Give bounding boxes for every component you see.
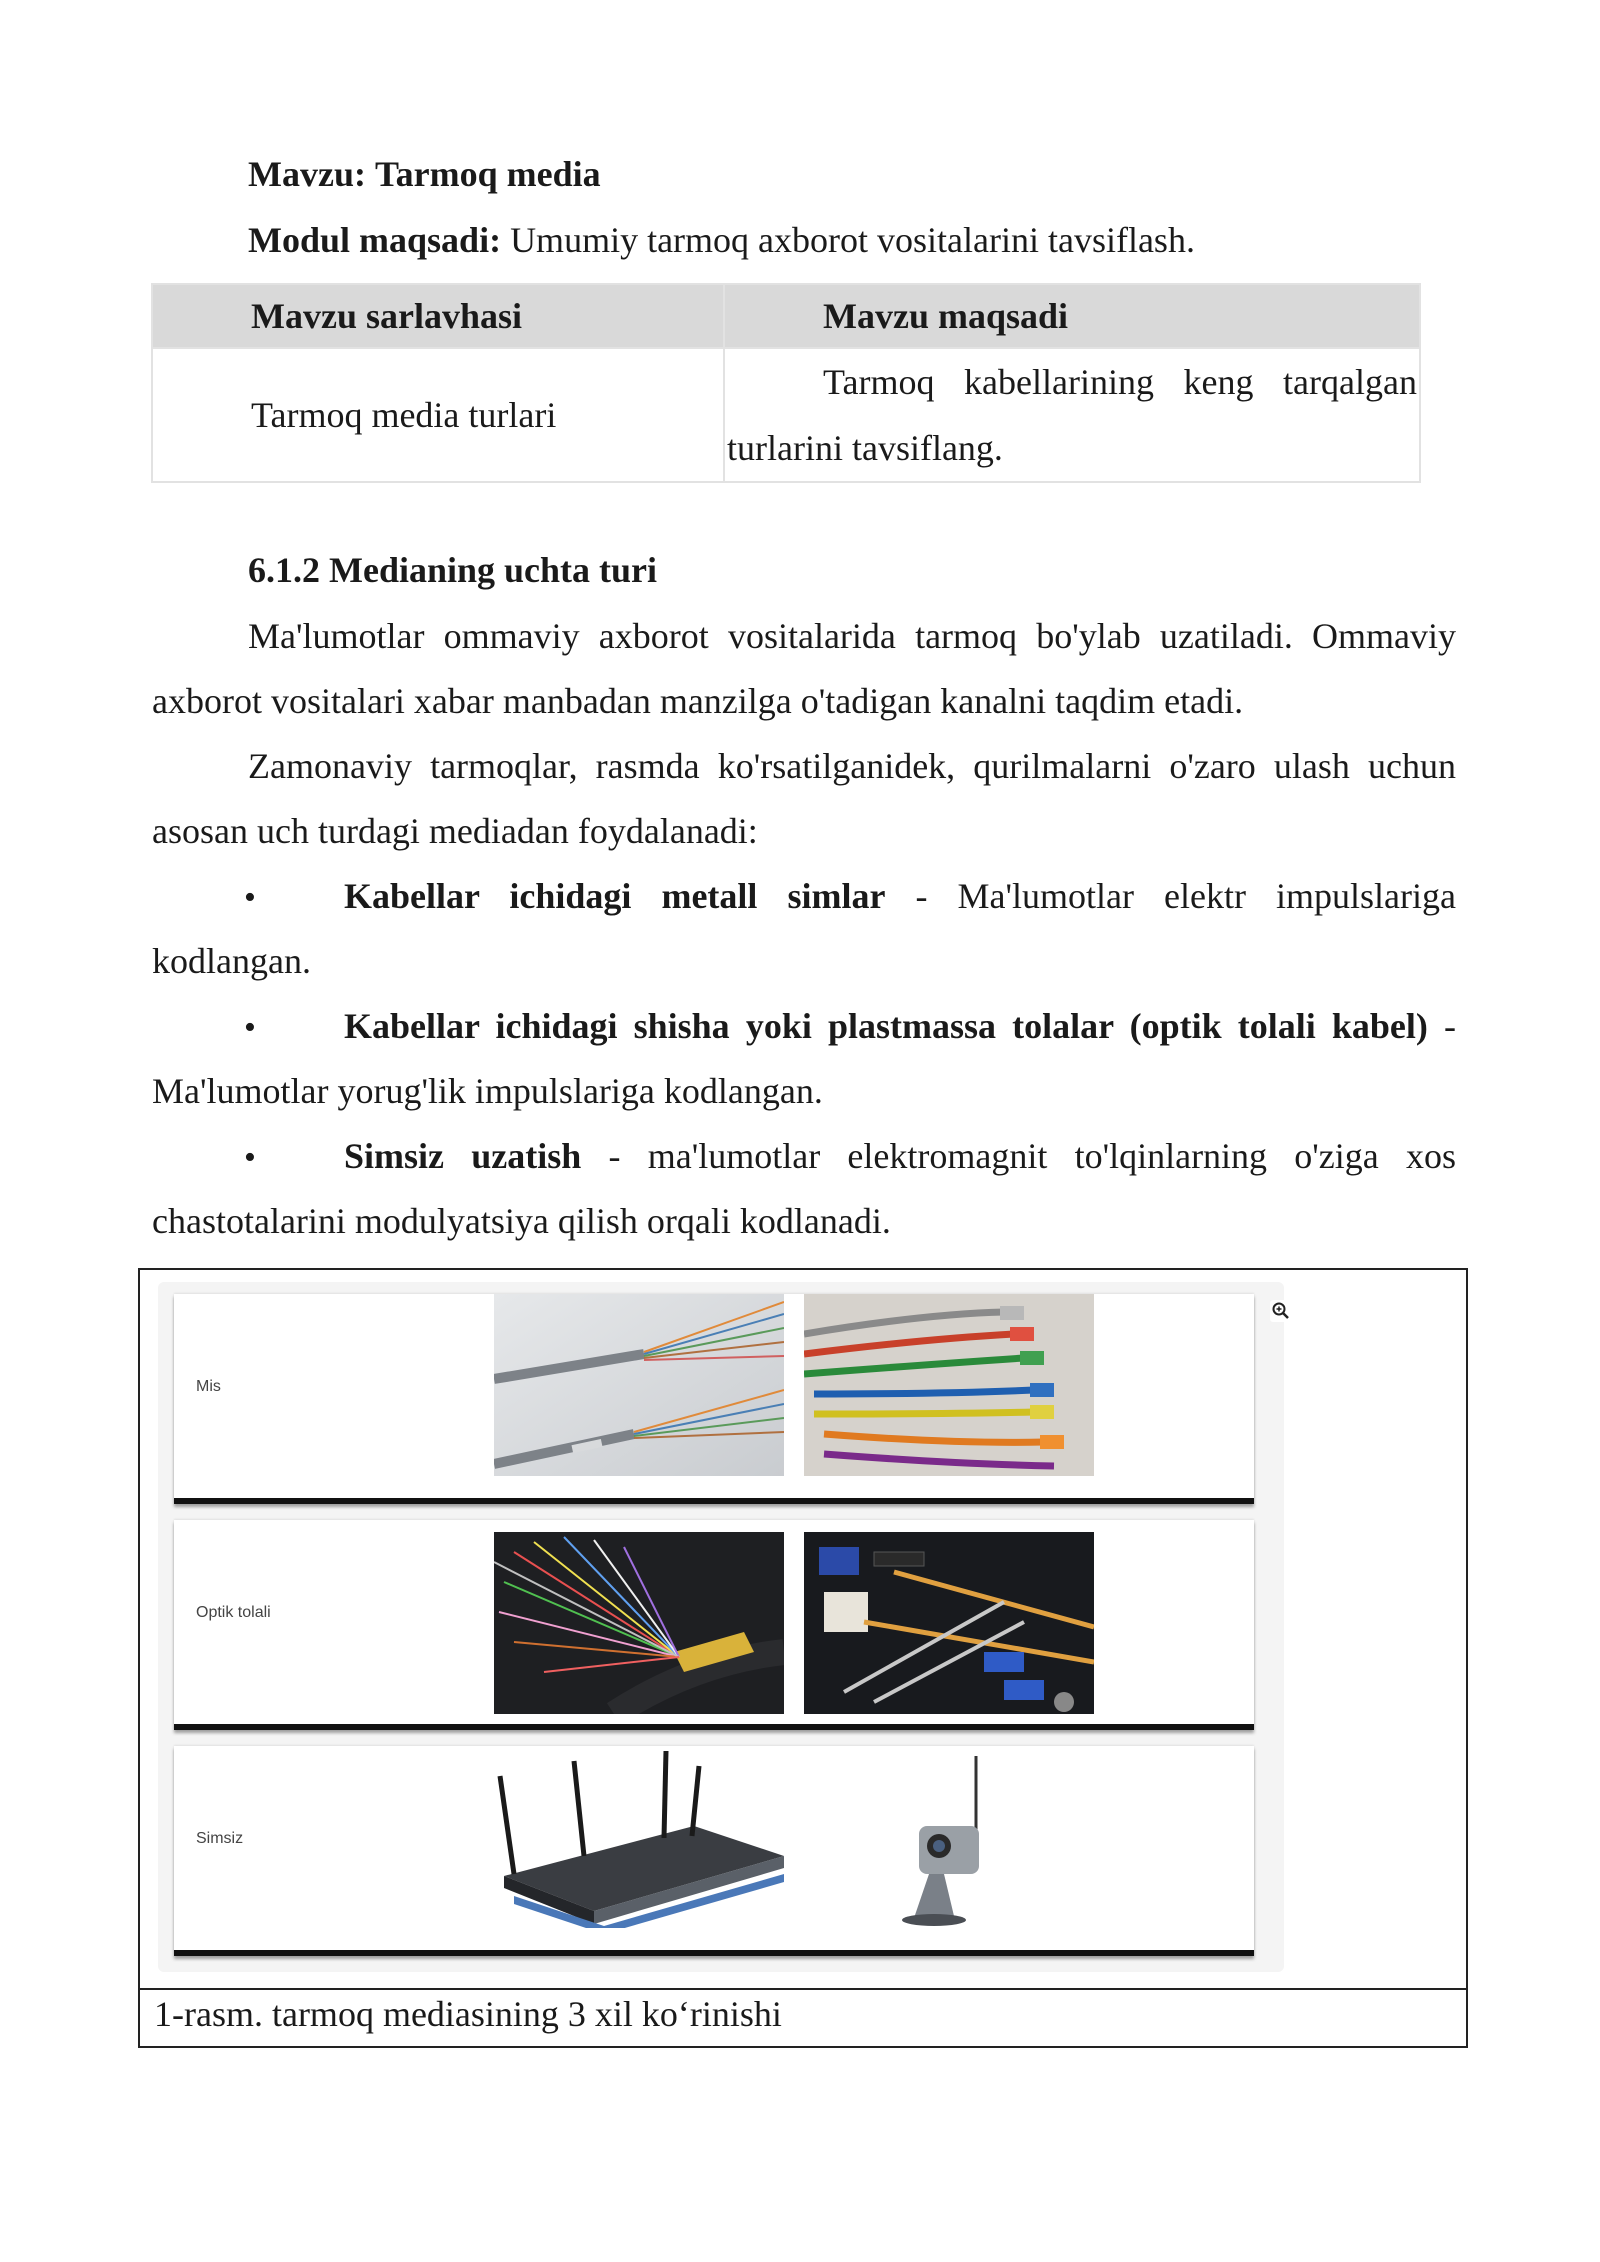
module-label: Modul maqsadi: xyxy=(248,220,502,260)
card-label-fiber: Optik tolali xyxy=(196,1604,271,1621)
card-label-wireless: Simsiz xyxy=(196,1830,244,1847)
topic-value: Tarmoq media xyxy=(374,154,601,194)
wireless-router-image xyxy=(494,1746,784,1928)
topic-table-row xyxy=(152,348,1420,482)
media-card-copper xyxy=(174,1294,1254,1504)
goal-line-2: turlarini tavsiflang. xyxy=(727,428,1003,468)
fiber-connectors-image xyxy=(804,1532,1094,1714)
copper-wires-image xyxy=(494,1294,784,1476)
bullet-1-line xyxy=(344,874,1456,918)
figure-box xyxy=(138,1268,1468,2048)
fiber-bundle-image xyxy=(494,1532,784,1714)
topic-table-header xyxy=(152,284,1420,348)
bullet-3-line xyxy=(344,1134,1456,1178)
section-heading: 6.1.2 Medianing uchta turi xyxy=(248,550,658,590)
bullet-1-continuation: kodlangan. xyxy=(152,941,311,981)
media-types-panel xyxy=(158,1282,1284,1972)
media-card-fiber xyxy=(174,1520,1254,1730)
card-label-copper: Mis xyxy=(196,1378,221,1395)
bullet-2-continuation: Ma'lumotlar yorug'lik impulslariga kodlangan. xyxy=(152,1071,823,1111)
bullet-symbol: • xyxy=(244,1139,256,1176)
bullet-3-continuation: chastotalarini modulyatsiya qilish orqali kodlanadi. xyxy=(152,1201,891,1241)
cell-topic-title: Tarmoq media turlari xyxy=(152,348,724,482)
paragraph-2-line-2: asosan uch turdagi mediadan foydalanadi: xyxy=(152,811,758,851)
topic-line xyxy=(248,152,601,196)
cell-topic-goal xyxy=(724,348,1420,482)
caption-divider xyxy=(140,1988,1466,1990)
bullet-symbol: • xyxy=(244,1009,256,1046)
topic-table xyxy=(151,283,1421,483)
wireless-adapter-image xyxy=(804,1746,1094,1928)
bullet-symbol: • xyxy=(244,879,256,916)
module-line xyxy=(248,218,1195,262)
bullet-1-text: - Ma'lumotlar elektr impulslariga xyxy=(885,876,1456,916)
header-cell-goal: Mavzu maqsadi xyxy=(724,284,1420,348)
bullet-2-line xyxy=(344,1004,1456,1048)
paragraph-1-line-2: axborot vositalari xabar manbadan manzilga o'tadigan kanalni taqdim etadi. xyxy=(152,681,1244,721)
bullet-2-bold: Kabellar ichidagi shisha yoki plastmassa tolalar (optik tolali kabel) xyxy=(344,1006,1428,1046)
bullet-1-bold: Kabellar ichidagi metall simlar xyxy=(344,876,886,916)
paragraph-2-line-1: Zamonaviy tarmoqlar, rasmda ko'rsatilganidek, qurilmalarni o'zaro ulash uchun xyxy=(248,746,1456,786)
media-card-wireless xyxy=(174,1746,1254,1956)
header-cell-title: Mavzu sarlavhasi xyxy=(152,284,724,348)
zoom-in-icon[interactable] xyxy=(1270,1300,1292,1322)
bullet-3-text: - ma'lumotlar elektromagnit to'lqinlarning o'ziga xos xyxy=(581,1136,1456,1176)
bullet-2-text: - xyxy=(1427,1006,1456,1046)
figure-caption: 1-rasm. tarmoq mediasining 3 xil koʻrinishi xyxy=(154,1994,782,2034)
goal-line-1: Tarmoq kabellarining keng tarqalgan xyxy=(823,362,1417,402)
topic-label: Mavzu: xyxy=(248,154,366,194)
module-value: Umumiy tarmoq axborot vositalarini tavsiflash. xyxy=(510,220,1195,260)
bullet-3-bold: Simsiz uzatish xyxy=(344,1136,582,1176)
paragraph-1-line-1: Ma'lumotlar ommaviy axborot vositalarida tarmoq bo'ylab uzatiladi. Ommaviy xyxy=(248,616,1456,656)
patch-cables-image xyxy=(804,1294,1094,1476)
